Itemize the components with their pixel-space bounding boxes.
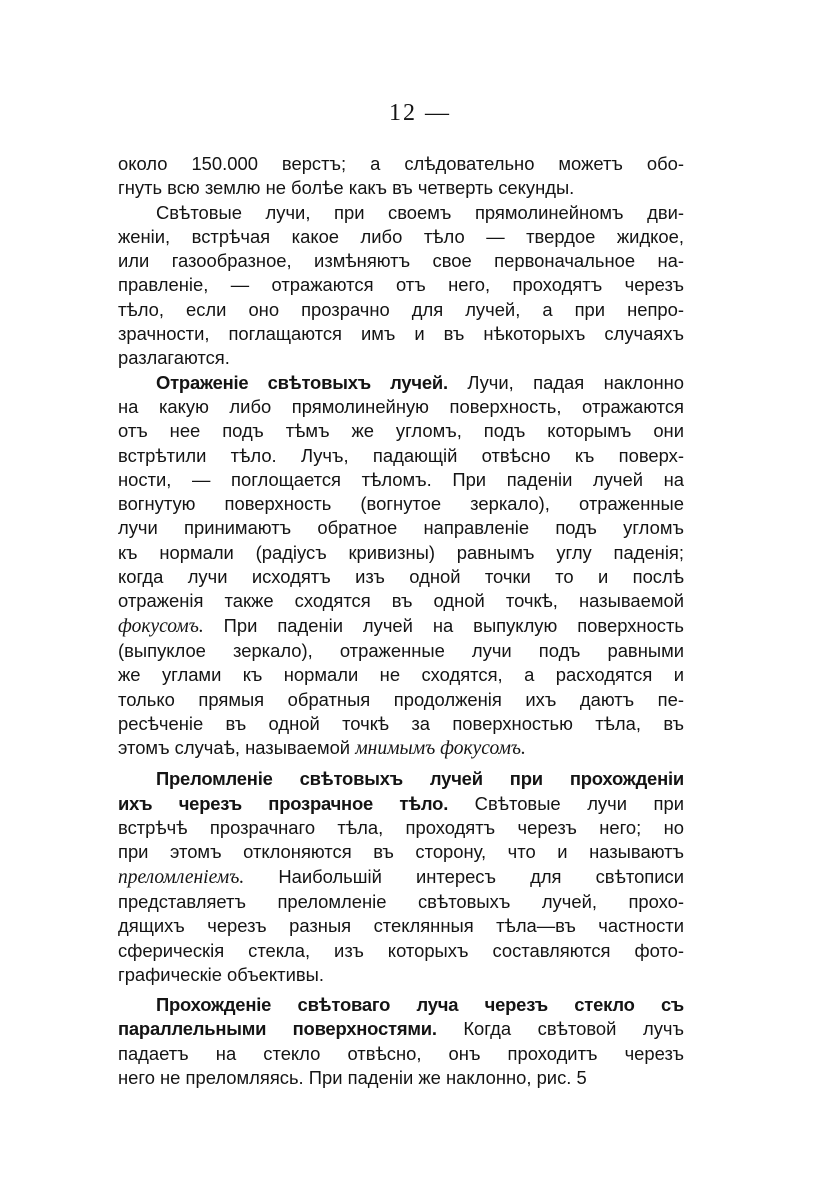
text-line	[118, 468, 684, 492]
text-line	[118, 492, 684, 516]
text-run: на какую либо прямолинейную поверхность, отражаются	[118, 395, 684, 417]
text-run: отъ нее подъ тѣмъ же угломъ, подъ которымъ они	[118, 420, 684, 442]
text-run: этомъ случаѣ, называемой	[118, 737, 356, 759]
text-line	[118, 736, 684, 761]
text-line	[118, 589, 684, 613]
text-run: При паденіи лучей на выпуклую поверхность	[203, 614, 684, 636]
text-line	[118, 865, 684, 890]
text-line	[118, 663, 684, 687]
bold-heading: Преломленіе свѣтовыхъ лучей при прохожденіи	[156, 768, 684, 790]
text-run: когда лучи исходятъ изъ одной точки то и послѣ	[118, 566, 684, 588]
text-line	[118, 1017, 684, 1041]
page-number: 12 —	[389, 100, 451, 126]
text-run: лучи принимаютъ обратное направленіе подъ угломъ	[118, 517, 684, 539]
text-run: зрачности, поглащаются имъ и въ нѣкоторыхъ случаяхъ	[118, 323, 684, 345]
text-run: тѣло, если оно прозрачно для лучей, а при непро-	[118, 298, 684, 320]
text-run: графическіе объективы.	[118, 963, 324, 985]
text-run: падаетъ на стекло отвѣсно, онъ проходитъ черезъ	[118, 1042, 684, 1064]
bold-heading: ихъ черезъ прозрачное тѣло.	[118, 792, 449, 814]
text-line	[118, 322, 684, 346]
text-run: встрѣчѣ прозрачнаго тѣла, проходятъ черезъ него; но	[118, 817, 684, 839]
italic-term: фокусомъ.	[118, 615, 204, 637]
text-line	[118, 712, 684, 736]
text-run: сферическія стекла, изъ которыхъ составляются фото-	[118, 939, 684, 961]
text-run: Лучи, падая наклонно	[447, 371, 684, 393]
text-line	[118, 939, 684, 963]
paragraph	[118, 152, 684, 201]
text-run: только прямыя обратныя продолженія ихъ даютъ пе-	[118, 688, 684, 710]
text-run: него не преломляясь. При паденіи же наклонно, рис. 5	[118, 1066, 587, 1088]
text-line	[118, 914, 684, 938]
text-line	[118, 371, 684, 395]
text-line	[118, 201, 684, 225]
text-line	[118, 688, 684, 712]
text-run: ресѣченіе въ одной точкѣ за поверхностью тѣла, въ	[118, 712, 684, 734]
text-line	[118, 298, 684, 322]
text-line	[118, 249, 684, 273]
body-text	[118, 152, 684, 1090]
bold-heading: Прохожденіе свѣтоваго луча черезъ стекло съ	[156, 994, 684, 1016]
text-run: ности, — поглощается тѣломъ. При паденіи лучей на	[118, 468, 684, 490]
text-line	[118, 792, 684, 816]
text-line	[118, 516, 684, 540]
text-line	[118, 1042, 684, 1066]
bold-heading: Отраженіе свѣтовыхъ лучей.	[156, 371, 448, 393]
text-run: разлагаются.	[118, 347, 230, 369]
text-line	[118, 541, 684, 565]
text-line	[118, 639, 684, 663]
bold-heading: параллельными поверхностями.	[118, 1018, 437, 1040]
paragraph	[118, 371, 684, 762]
text-line	[118, 273, 684, 297]
text-line	[118, 565, 684, 589]
text-run: Когда свѣтовой лучъ	[436, 1018, 684, 1040]
paragraph	[118, 201, 684, 371]
text-run: при этомъ отклоняются въ сторону, что и называютъ	[118, 841, 684, 863]
text-line	[118, 614, 684, 639]
text-line	[118, 993, 684, 1017]
text-run: вогнутую поверхность (вогнутое зеркало), отраженные	[118, 493, 684, 515]
text-line	[118, 890, 684, 914]
text-line	[118, 225, 684, 249]
text-run: около 150.000 верстъ; а слѣдовательно можетъ обо-	[118, 153, 684, 174]
text-line	[118, 419, 684, 443]
text-run: Свѣтовые лучи, при своемъ прямолинейномъ дви-	[156, 201, 684, 223]
text-line	[118, 395, 684, 419]
text-line	[118, 963, 684, 987]
text-run: къ нормали (радіусъ кривизны) равнымъ углу паденія;	[118, 541, 684, 563]
text-line	[118, 176, 684, 200]
text-line	[118, 816, 684, 840]
text-line	[118, 444, 684, 468]
text-run: или газообразное, измѣняютъ свое первоначальное на-	[118, 250, 684, 272]
text-line	[118, 346, 684, 370]
text-run: гнуть всю землю не болѣе какъ въ четверть секунды.	[118, 177, 575, 199]
text-line	[118, 840, 684, 864]
text-run: отраженія также сходятся въ одной точкѣ, называемой	[118, 590, 684, 612]
text-line	[118, 1066, 684, 1090]
text-run: Наибольшій интересъ для свѣтописи	[244, 865, 684, 887]
text-run: Свѣтовые лучи при	[448, 792, 684, 814]
text-run: же углами къ нормали не сходятся, а расходятся и	[118, 664, 684, 686]
text-line	[118, 767, 684, 791]
text-run: дящихъ черезъ разныя стеклянныя тѣла—въ частности	[118, 915, 684, 937]
text-run: правленіе, — отражаются отъ него, проходятъ черезъ	[118, 274, 684, 296]
paragraph	[118, 993, 684, 1090]
italic-term: преломленіемъ.	[118, 866, 245, 888]
text-run: встрѣтили тѣло. Лучъ, падающій отвѣсно къ поверх-	[118, 444, 684, 466]
italic-term: мнимымъ фокусомъ.	[355, 738, 526, 760]
text-run: (выпуклое зеркало), отраженные лучи подъ равными	[118, 639, 684, 661]
paragraph	[118, 767, 684, 987]
text-run: представляетъ преломленіе свѣтовыхъ лучей, прохо-	[118, 890, 684, 912]
text-run: женіи, встрѣчая какое либо тѣло — твердое жидкое,	[118, 225, 684, 247]
text-line	[118, 152, 684, 176]
